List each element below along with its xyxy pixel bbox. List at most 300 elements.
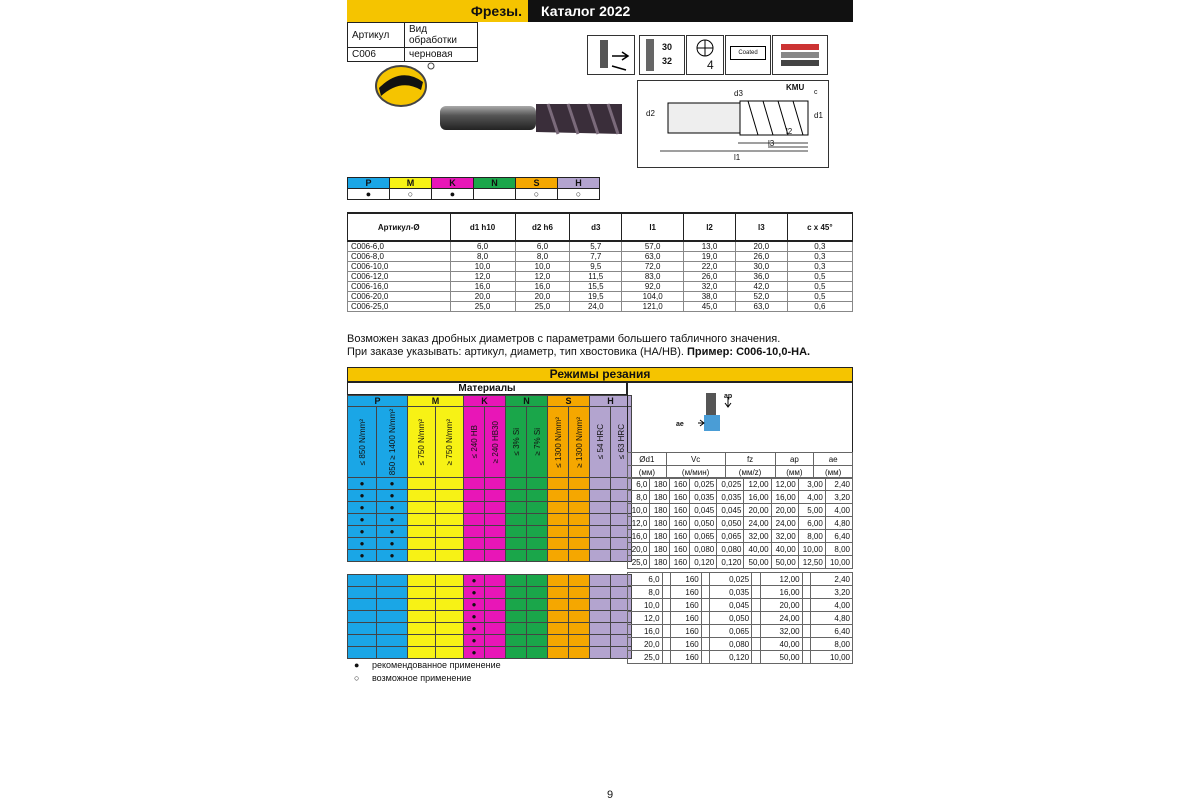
condition-label: ≤ 63 HRC bbox=[616, 424, 626, 460]
param-cell bbox=[701, 651, 709, 664]
dim-cell: 16,0 bbox=[450, 282, 515, 292]
table-row bbox=[348, 538, 632, 550]
flutes-icon bbox=[686, 35, 724, 75]
param-cell bbox=[662, 612, 670, 625]
dim-header: c x 45° bbox=[787, 213, 852, 241]
param-cell: 32,00 bbox=[760, 625, 802, 638]
applicability-cell bbox=[436, 623, 464, 635]
param-cell bbox=[752, 638, 760, 651]
d3-label: d3 bbox=[734, 89, 743, 98]
param-cell: 10,0 bbox=[628, 504, 650, 517]
applicability-cell: ● bbox=[348, 490, 377, 502]
applicability-cell bbox=[548, 526, 569, 538]
param-cell: 160 bbox=[670, 517, 690, 530]
table-row bbox=[348, 302, 853, 312]
dim-cell: 10,0 bbox=[450, 262, 515, 272]
applicability-cell bbox=[590, 478, 611, 490]
applicability-cell bbox=[436, 587, 464, 599]
param-cell: 40,00 bbox=[744, 543, 771, 556]
material-h: H bbox=[558, 178, 600, 189]
condition-cell bbox=[590, 407, 611, 478]
table-row bbox=[348, 262, 853, 272]
helix-angle-icon bbox=[639, 35, 685, 75]
table-row bbox=[628, 556, 853, 569]
applicability-cell bbox=[548, 647, 569, 659]
kmu-label: KMU bbox=[786, 83, 805, 92]
applicability-cell bbox=[436, 599, 464, 611]
param-cell: 32,00 bbox=[744, 530, 771, 543]
applicability-cell: ● bbox=[377, 502, 408, 514]
material-s: S bbox=[516, 178, 558, 189]
applicability-cell bbox=[436, 550, 464, 562]
applicability-cell bbox=[590, 599, 611, 611]
param-cell bbox=[662, 586, 670, 599]
milling-direction-icon bbox=[587, 35, 635, 75]
params-table-group1 bbox=[627, 477, 853, 569]
param-cell: 12,0 bbox=[628, 612, 663, 625]
applicability-cell bbox=[506, 478, 527, 490]
coating-icon bbox=[725, 35, 771, 75]
table-row bbox=[628, 612, 853, 625]
table-row bbox=[348, 647, 632, 659]
applicability-cell bbox=[348, 587, 377, 599]
table-row bbox=[348, 514, 632, 526]
material-symbol-m: ○ bbox=[390, 189, 432, 200]
applicability-cell bbox=[506, 575, 527, 587]
table-row bbox=[628, 530, 853, 543]
param-cell: 24,00 bbox=[771, 517, 798, 530]
applicability-cell bbox=[548, 550, 569, 562]
legend-possible bbox=[354, 673, 471, 683]
dim-cell: 0,5 bbox=[787, 272, 852, 282]
dim-cell: 9,5 bbox=[570, 262, 622, 272]
note-order-example: Пример: С006-10,0-НА. bbox=[687, 346, 811, 358]
condition-label: 850 ≥ 1400 N/mm² bbox=[387, 408, 397, 476]
applicability-cell bbox=[548, 490, 569, 502]
applicability-cell bbox=[408, 611, 436, 623]
dim-cell: 20,0 bbox=[515, 292, 570, 302]
condition-cell bbox=[464, 407, 485, 478]
table-row bbox=[628, 478, 853, 491]
dim-cell: 32,0 bbox=[684, 282, 736, 292]
param-cell: 0,025 bbox=[717, 478, 744, 491]
param-cell: 160 bbox=[670, 491, 690, 504]
regime-material-n: N bbox=[506, 396, 548, 407]
applicability-cell bbox=[377, 587, 408, 599]
dim-cell: 12,0 bbox=[450, 272, 515, 282]
material-symbol-p: ● bbox=[348, 189, 390, 200]
dim-cell: 0,3 bbox=[787, 241, 852, 252]
param-cell: 3,00 bbox=[798, 478, 825, 491]
condition-cell bbox=[408, 407, 436, 478]
applicability-cell bbox=[485, 526, 506, 538]
applicability-cell bbox=[506, 514, 527, 526]
dim-cell: 26,0 bbox=[735, 252, 787, 262]
page-number: 9 bbox=[607, 789, 614, 801]
param-cell: 50,00 bbox=[771, 556, 798, 569]
param-cell: 160 bbox=[670, 651, 701, 664]
info-head-article: Артикул bbox=[348, 23, 405, 48]
param-cell: 24,00 bbox=[760, 612, 802, 625]
applicability-cell: ● bbox=[377, 538, 408, 550]
condition-cell bbox=[377, 407, 408, 478]
regimes-material-table bbox=[347, 395, 632, 659]
applicability-cell bbox=[408, 490, 436, 502]
applicability-cell bbox=[408, 587, 436, 599]
applicability-cell: ● bbox=[377, 514, 408, 526]
applicability-cell bbox=[408, 647, 436, 659]
applicability-cell bbox=[485, 587, 506, 599]
param-cell: 10,00 bbox=[798, 543, 825, 556]
param-cell: 180 bbox=[650, 517, 670, 530]
head-fz: fz bbox=[725, 453, 775, 466]
condition-cell bbox=[436, 407, 464, 478]
param-cell: 16,0 bbox=[628, 530, 650, 543]
param-cell bbox=[752, 651, 760, 664]
material-k: K bbox=[432, 178, 474, 189]
applicability-cell bbox=[548, 514, 569, 526]
param-cell: 12,50 bbox=[798, 556, 825, 569]
param-cell: 40,00 bbox=[760, 638, 802, 651]
applicability-cell bbox=[348, 599, 377, 611]
dim-cell: 11,5 bbox=[570, 272, 622, 282]
table-row bbox=[628, 504, 853, 517]
param-cell bbox=[752, 612, 760, 625]
applicability-cell bbox=[464, 538, 485, 550]
param-cell: 16,00 bbox=[771, 491, 798, 504]
applicability-cell bbox=[548, 635, 569, 647]
applicability-cell bbox=[348, 575, 377, 587]
params-head-table bbox=[627, 452, 853, 479]
applicability-cell bbox=[485, 635, 506, 647]
param-cell bbox=[802, 625, 810, 638]
table-row bbox=[348, 272, 853, 282]
param-cell: 160 bbox=[670, 586, 701, 599]
table-row bbox=[628, 491, 853, 504]
end-mill-image bbox=[436, 100, 626, 136]
param-cell: 8,00 bbox=[810, 638, 852, 651]
applicability-cell bbox=[590, 538, 611, 550]
param-cell: 10,00 bbox=[810, 651, 852, 664]
param-cell: 180 bbox=[650, 543, 670, 556]
dim-cell: 22,0 bbox=[684, 262, 736, 272]
param-cell: 20,00 bbox=[760, 599, 802, 612]
unit-d1: (мм) bbox=[628, 466, 667, 479]
param-cell: 25,0 bbox=[628, 651, 663, 664]
param-cell bbox=[752, 586, 760, 599]
applicability-cell bbox=[377, 647, 408, 659]
note-order bbox=[347, 346, 810, 358]
applicability-cell bbox=[569, 526, 590, 538]
condition-label: ≥ 750 N/mm² bbox=[445, 418, 454, 466]
applicability-cell bbox=[377, 575, 408, 587]
applicability-cell bbox=[569, 575, 590, 587]
applicability-cell bbox=[348, 611, 377, 623]
header-title: Фрезы. bbox=[347, 0, 528, 22]
applicability-cell bbox=[464, 478, 485, 490]
info-type: черновая bbox=[405, 48, 478, 62]
helix-angle-top: 30 bbox=[662, 42, 673, 52]
param-cell: 0,080 bbox=[690, 543, 717, 556]
param-cell bbox=[802, 586, 810, 599]
param-cell: 6,00 bbox=[798, 517, 825, 530]
param-cell: 12,0 bbox=[628, 517, 650, 530]
condition-cell bbox=[506, 407, 527, 478]
head-vc: Vc bbox=[666, 453, 725, 466]
applicability-cell bbox=[485, 611, 506, 623]
applicability-cell: ● bbox=[464, 647, 485, 659]
param-cell: 160 bbox=[670, 478, 690, 491]
param-cell: 16,0 bbox=[628, 625, 663, 638]
param-cell: 25,0 bbox=[628, 556, 650, 569]
applicability-cell bbox=[348, 635, 377, 647]
applicability-cell bbox=[506, 623, 527, 635]
condition-cell bbox=[569, 407, 590, 478]
applicability-cell bbox=[485, 575, 506, 587]
dimensions-table bbox=[347, 212, 853, 312]
param-cell: 0,050 bbox=[710, 612, 752, 625]
dim-cell: 6,0 bbox=[515, 241, 570, 252]
applicability-cell bbox=[408, 526, 436, 538]
applicability-cell bbox=[590, 490, 611, 502]
table-row bbox=[348, 252, 853, 262]
param-cell bbox=[701, 612, 709, 625]
dim-cell: 20,0 bbox=[450, 292, 515, 302]
param-cell: 0,035 bbox=[710, 586, 752, 599]
param-cell: 50,00 bbox=[760, 651, 802, 664]
dim-cell: 16,0 bbox=[515, 282, 570, 292]
dim-header: Артикул-Ø bbox=[348, 213, 451, 241]
applicability-cell bbox=[464, 550, 485, 562]
d1-label: d1 bbox=[814, 111, 823, 120]
applicability-cell bbox=[485, 647, 506, 659]
param-cell: 20,00 bbox=[744, 504, 771, 517]
legend-possible-text: возможное применение bbox=[371, 673, 472, 683]
param-cell: 0,050 bbox=[717, 517, 744, 530]
dim-cell: 26,0 bbox=[684, 272, 736, 282]
applicability-cell bbox=[408, 623, 436, 635]
applicability-cell bbox=[569, 550, 590, 562]
param-cell: 0,120 bbox=[690, 556, 717, 569]
param-cell bbox=[802, 599, 810, 612]
header-catalog: Каталог 2022 bbox=[535, 0, 636, 22]
param-cell: 180 bbox=[650, 530, 670, 543]
applicability-cell bbox=[569, 538, 590, 550]
table-row bbox=[348, 478, 632, 490]
info-head-type: Вид обработки bbox=[405, 23, 478, 48]
condition-label: ≤ 850 N/mm² bbox=[357, 418, 367, 466]
applicability-cell bbox=[377, 611, 408, 623]
material-symbol-s: ○ bbox=[516, 189, 558, 200]
param-cell: 0,065 bbox=[710, 625, 752, 638]
param-cell bbox=[752, 625, 760, 638]
applicability-cell bbox=[436, 490, 464, 502]
materials-title: Материалы bbox=[347, 382, 627, 395]
applicability-cell bbox=[377, 623, 408, 635]
dim-cell: 20,0 bbox=[735, 241, 787, 252]
applicability-cell bbox=[548, 502, 569, 514]
table-row bbox=[628, 586, 853, 599]
applicability-cell bbox=[527, 538, 548, 550]
applicability-cell: ● bbox=[348, 514, 377, 526]
param-cell: 4,00 bbox=[825, 504, 852, 517]
applicability-cell bbox=[527, 611, 548, 623]
applicability-cell bbox=[436, 647, 464, 659]
dim-cell: 7,7 bbox=[570, 252, 622, 262]
params-table-group2 bbox=[627, 572, 853, 664]
applicability-cell: ● bbox=[464, 623, 485, 635]
unit-fz: (мм/z) bbox=[725, 466, 775, 479]
applicability-cell bbox=[506, 490, 527, 502]
table-row bbox=[348, 599, 632, 611]
applicability-cell bbox=[408, 550, 436, 562]
param-cell: 32,00 bbox=[771, 530, 798, 543]
param-cell: 160 bbox=[670, 599, 701, 612]
applicability-cell bbox=[408, 635, 436, 647]
condition-label: ≤ 1300 N/mm² bbox=[553, 416, 563, 468]
dim-cell: 19,5 bbox=[570, 292, 622, 302]
param-cell: 40,00 bbox=[771, 543, 798, 556]
param-cell bbox=[662, 638, 670, 651]
dim-cell: 8,0 bbox=[515, 252, 570, 262]
param-cell: 50,00 bbox=[744, 556, 771, 569]
dim-cell: 0,3 bbox=[787, 252, 852, 262]
param-cell: 3,20 bbox=[810, 586, 852, 599]
param-cell: 160 bbox=[670, 556, 690, 569]
param-cell bbox=[662, 573, 670, 586]
applicability-cell bbox=[506, 611, 527, 623]
param-cell bbox=[802, 651, 810, 664]
applicability-cell: ● bbox=[377, 478, 408, 490]
table-row bbox=[348, 241, 853, 252]
dim-header: d2 h6 bbox=[515, 213, 570, 241]
dim-cell: 83,0 bbox=[622, 272, 684, 282]
applicability-cell bbox=[548, 587, 569, 599]
applicability-cell bbox=[436, 575, 464, 587]
applicability-cell bbox=[590, 587, 611, 599]
applicability-cell bbox=[436, 526, 464, 538]
param-cell: 180 bbox=[650, 478, 670, 491]
applicability-cell: ● bbox=[348, 502, 377, 514]
param-cell: 5,00 bbox=[798, 504, 825, 517]
dim-cell: 13,0 bbox=[684, 241, 736, 252]
dim-cell: 52,0 bbox=[735, 292, 787, 302]
param-cell: 0,065 bbox=[690, 530, 717, 543]
dim-cell: 45,0 bbox=[684, 302, 736, 312]
param-cell: 0,045 bbox=[690, 504, 717, 517]
applicability-cell bbox=[485, 478, 506, 490]
param-cell bbox=[662, 625, 670, 638]
param-cell bbox=[701, 625, 709, 638]
applicability-cell: ● bbox=[348, 538, 377, 550]
param-cell: 4,80 bbox=[825, 517, 852, 530]
dim-cell: 15,5 bbox=[570, 282, 622, 292]
applicability-cell bbox=[464, 502, 485, 514]
applicability-cell bbox=[408, 575, 436, 587]
applicability-cell bbox=[527, 623, 548, 635]
applicability-cell: ● bbox=[348, 550, 377, 562]
table-row bbox=[348, 575, 632, 587]
param-cell: 0,045 bbox=[710, 599, 752, 612]
applicability-cell: ● bbox=[348, 478, 377, 490]
table-row bbox=[348, 550, 632, 562]
regime-material-p: P bbox=[348, 396, 408, 407]
unit-ae: (мм) bbox=[814, 466, 853, 479]
material-strip bbox=[347, 177, 600, 200]
param-cell: 180 bbox=[650, 491, 670, 504]
condition-cell bbox=[527, 407, 548, 478]
material-n: N bbox=[474, 178, 516, 189]
applicability-cell bbox=[436, 478, 464, 490]
dim-cell: 30,0 bbox=[735, 262, 787, 272]
table-row bbox=[628, 573, 853, 586]
param-cell: 2,40 bbox=[810, 573, 852, 586]
condition-label: ≤ 3% Si bbox=[511, 428, 521, 456]
param-cell: 12,00 bbox=[744, 478, 771, 491]
condition-cell bbox=[485, 407, 506, 478]
table-row bbox=[628, 517, 853, 530]
applicability-cell bbox=[506, 550, 527, 562]
applicability-cell bbox=[569, 490, 590, 502]
regime-material-k: K bbox=[464, 396, 506, 407]
applicability-cell: ● bbox=[464, 611, 485, 623]
applicability-cell bbox=[527, 526, 548, 538]
param-cell: 160 bbox=[670, 504, 690, 517]
dim-cell: С006-8,0 bbox=[348, 252, 451, 262]
param-cell: 0,080 bbox=[717, 543, 744, 556]
param-cell: 20,0 bbox=[628, 638, 663, 651]
applicability-cell bbox=[590, 623, 611, 635]
applicability-cell bbox=[590, 514, 611, 526]
dim-cell: 42,0 bbox=[735, 282, 787, 292]
applicability-cell bbox=[506, 526, 527, 538]
param-cell: 20,00 bbox=[771, 504, 798, 517]
param-cell bbox=[802, 612, 810, 625]
dim-cell: 92,0 bbox=[622, 282, 684, 292]
regimes-title: Режимы резания bbox=[347, 367, 853, 382]
condition-cell bbox=[348, 407, 377, 478]
param-cell: 0,035 bbox=[690, 491, 717, 504]
dim-header: l1 bbox=[622, 213, 684, 241]
ap-diagram-label: ap bbox=[724, 393, 733, 400]
unit-ap: (мм) bbox=[775, 466, 814, 479]
param-cell: 180 bbox=[650, 556, 670, 569]
l1-label: l1 bbox=[734, 153, 741, 162]
applicability-cell bbox=[408, 478, 436, 490]
dim-cell: 104,0 bbox=[622, 292, 684, 302]
applicability-cell bbox=[527, 575, 548, 587]
applicability-cell bbox=[569, 587, 590, 599]
param-cell: 180 bbox=[650, 504, 670, 517]
technical-drawing bbox=[637, 80, 829, 168]
applicability-cell: ● bbox=[464, 587, 485, 599]
regime-material-m: M bbox=[408, 396, 464, 407]
param-cell bbox=[662, 651, 670, 664]
param-cell: 4,00 bbox=[810, 599, 852, 612]
applicability-cell bbox=[590, 647, 611, 659]
applicability-cell bbox=[590, 575, 611, 587]
applicability-cell bbox=[590, 550, 611, 562]
applicability-cell bbox=[527, 490, 548, 502]
head-ap: ap bbox=[775, 453, 814, 466]
applicability-cell bbox=[548, 478, 569, 490]
dim-cell: С006-12,0 bbox=[348, 272, 451, 282]
param-cell: 160 bbox=[670, 638, 701, 651]
dim-header: l3 bbox=[735, 213, 787, 241]
table-row bbox=[348, 635, 632, 647]
dim-cell: 63,0 bbox=[735, 302, 787, 312]
param-cell: 4,80 bbox=[810, 612, 852, 625]
